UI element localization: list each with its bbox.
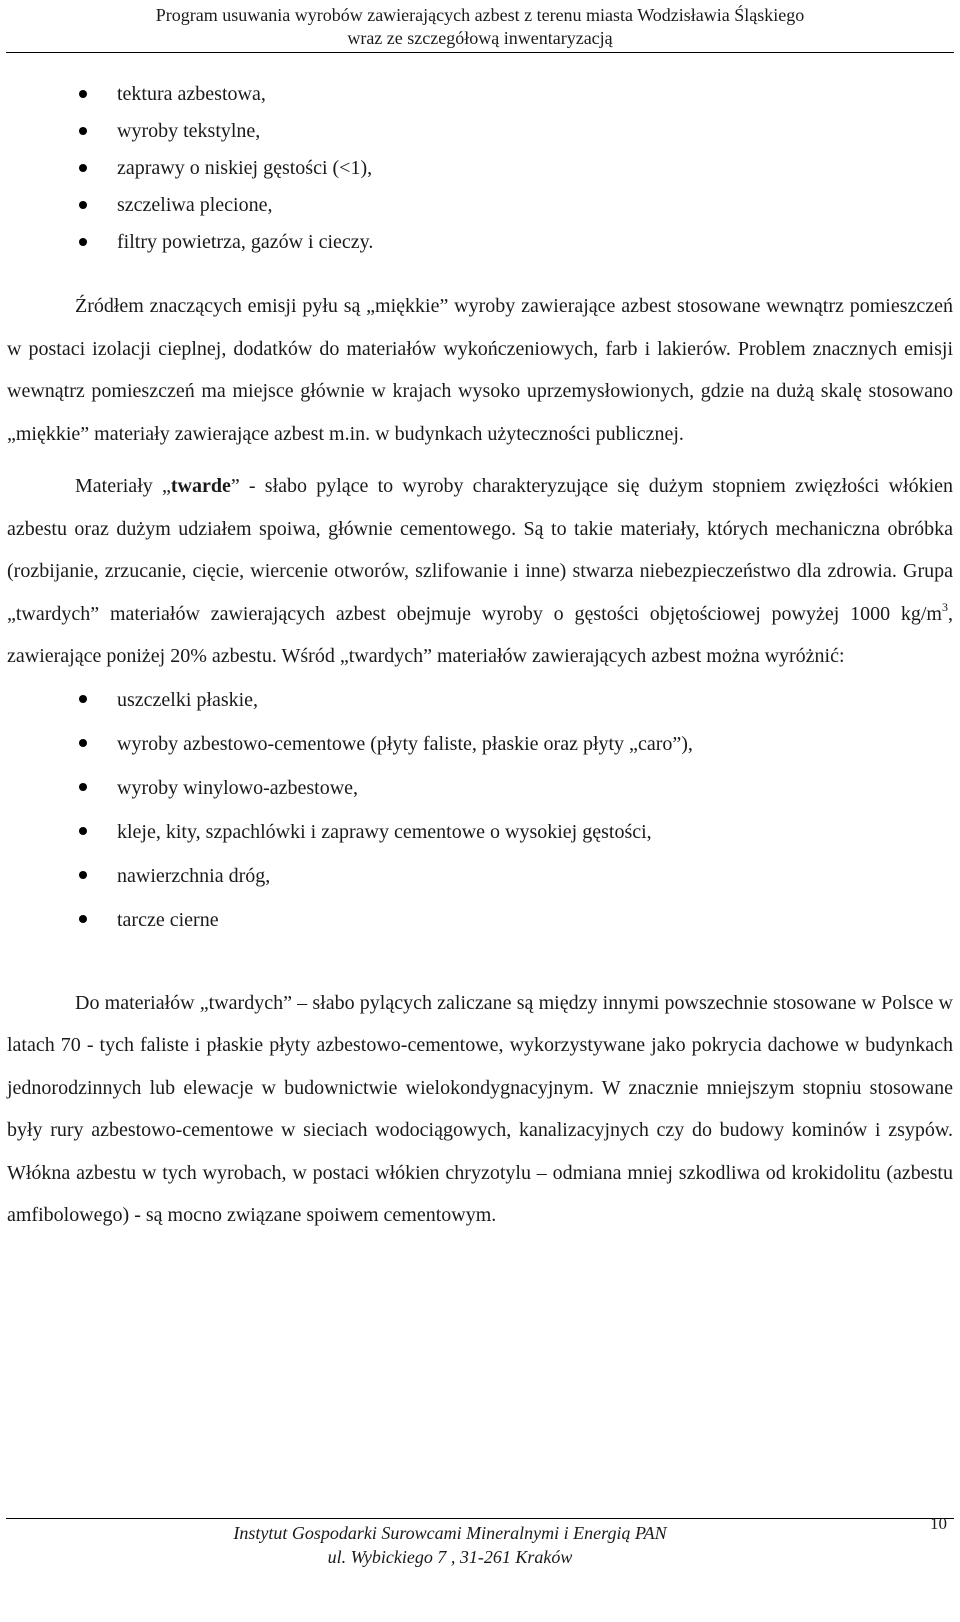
material-list-hard [7, 678, 953, 942]
bullet-icon [79, 827, 87, 835]
material-list-soft [7, 76, 953, 261]
page-header [0, 4, 960, 50]
bullet-icon [79, 915, 87, 923]
bullet-icon [79, 871, 87, 879]
footer-rule [6, 1518, 954, 1519]
list-item: nawierzchnia dróg, [7, 854, 953, 898]
list-item: tektura azbestowa, [7, 76, 953, 113]
footer-institute: Instytut Gospodarki Surowcami Mineralnymi i Energią PAN [233, 1523, 667, 1543]
header-title: Program usuwania wyrobów zawierających azbest z terenu miasta Wodzisławia Śląskiego [155, 5, 805, 25]
page-number: 10 [930, 1514, 947, 1533]
header-subtitle: wraz ze szczegółową inwentaryzacją [347, 28, 613, 48]
emphasis-twarde: twarde [170, 475, 231, 497]
document-body [7, 76, 953, 1237]
bullet-icon [79, 739, 87, 747]
list-item: tarcze cierne [7, 898, 953, 942]
list-item: wyroby winylowo-azbestowe, [7, 766, 953, 810]
paragraph-soft-emissions: Źródłem znaczących emisji pyłu są „miękkie” wyroby zawierające azbest stosowane wewnątrz pomieszczeń w postaci izolacji cieplnej, dodatków do materiałów wykończeniowych, farb i lakierów. Problem znacznych emisji wewnątrz pomieszczeń ma miejsce głównie w krajach wysoko uprzemysłowionych, gdzie na dużą skalę stosowano „miękkie” materiały zawierające azbest m.in. w budynkach użyteczności publicznej. [7, 295, 953, 445]
bullet-icon [79, 164, 87, 172]
page-footer [0, 1521, 900, 1569]
paragraph-hard-materials: Materiały „twarde” - słabo pylące to wyroby charakteryzujące się dużym stopniem zwięzłości włókien azbestu oraz dużym udziałem spoiwa, głównie cementowego. Są to takie materiały, których mechaniczna obróbka (rozbijanie, zrzucanie, cięcie, wiercenie otworów, szlifowanie i inne) stwarza niebezpieczeństwo dla zdrowia. Grupa „twardych” materiałów zawierających azbest obejmuje wyroby o gęstości objętościowej powyżej 1000 $kg/m^3$, zawierające poniżej 20% azbestu. Wśród „twardych” materiałów zawierających azbest można wyróżnić: [7, 475, 954, 667]
list-item: uszczelki płaskie, [7, 678, 953, 722]
list-item: wyroby tekstylne, [7, 113, 953, 150]
bullet-icon [79, 783, 87, 791]
list-item: szczeliwa plecione, [7, 187, 953, 224]
list-item: zaprawy o niskiej gęstości (<1), [7, 150, 953, 187]
list-item: filtry powietrza, gazów i cieczy. [7, 224, 953, 261]
bullet-icon [79, 695, 87, 703]
list-item: kleje, kity, szpachlówki i zaprawy cementowe o wysokiej gęstości, [7, 810, 953, 854]
list-item: wyroby azbestowo-cementowe (płyty faliste, płaskie oraz płyty „caro”), [7, 722, 953, 766]
bullet-icon [79, 238, 87, 246]
bullet-icon [79, 127, 87, 135]
bullet-icon [79, 90, 87, 98]
footer-address: ul. Wybickiego 7 , 31-261 Kraków [327, 1547, 573, 1567]
bullet-icon [79, 201, 87, 209]
header-rule [6, 52, 954, 53]
paragraph-hard-examples: Do materiałów „twardych” – słabo pylących zaliczane są między innymi powszechnie stosowane w Polsce w latach 70 - tych faliste i płaskie płyty azbestowo-cementowe, wykorzystywane jako pokrycia dachowe w budynkach jednorodzinnych lub elewacje w budownictwie wielokondygnacyjnym. W znacznie mniejszym stopniu stosowane były rury azbestowo-cementowe w sieciach wodociągowych, kanalizacyjnych czy do budowy kominów i zsypów. Włókna azbestu w tych wyrobach, w postaci włókien chryzotylu – odmiana mniej szkodliwa od krokidolitu (azbestu amfibolowego) - są mocno związane spoiwem cementowym. [7, 991, 953, 1226]
